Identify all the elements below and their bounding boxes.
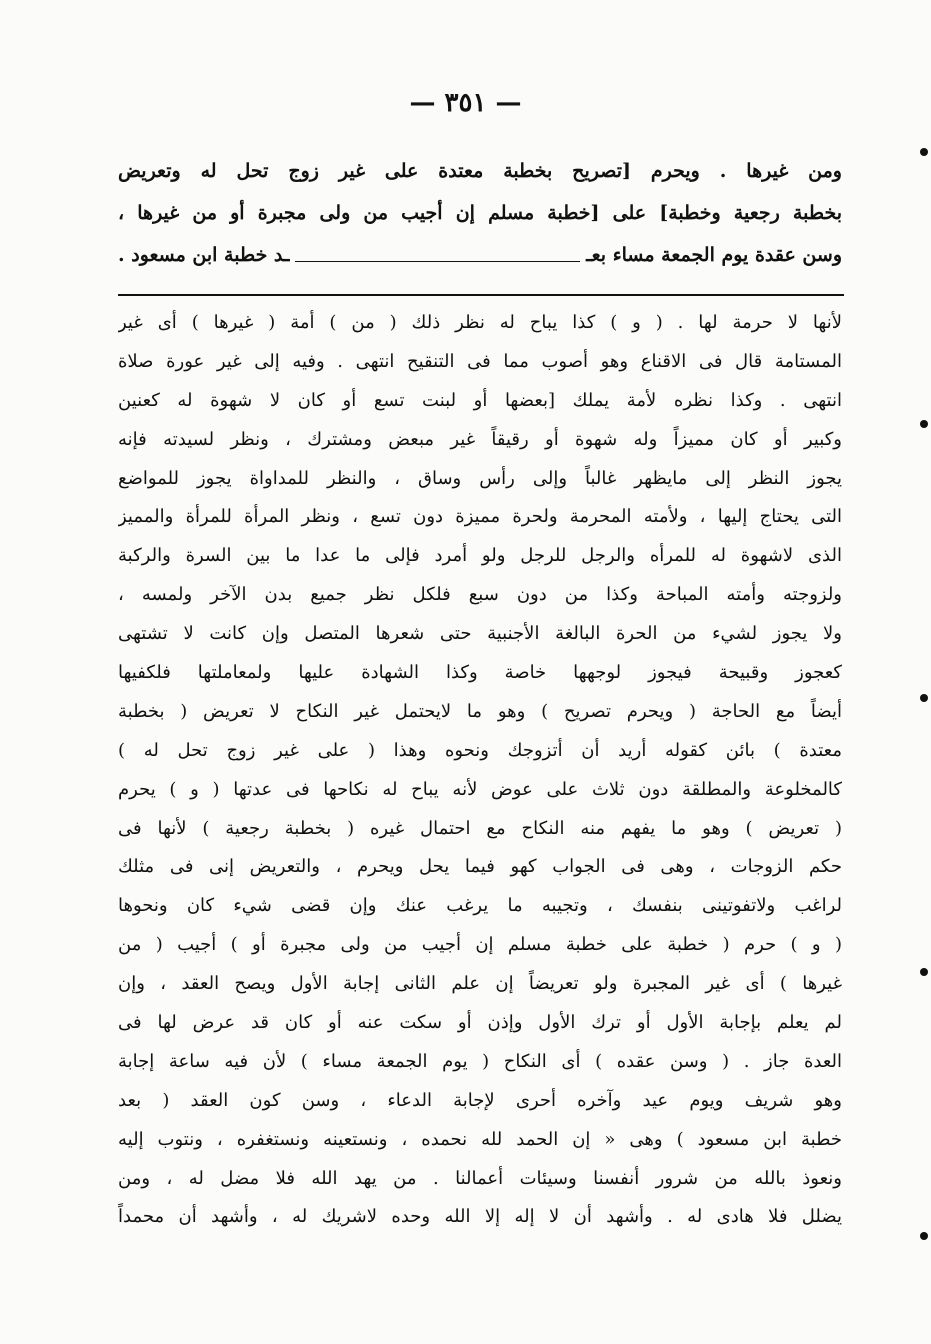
commentary-line: معتدة ) بائن كقوله أريد أن أتزوجك ونحوه وهذا ( على غير زوج تحل له ) [118,739,842,761]
matn-line-3-left: ـد خطبة ابن مسعود . [118,244,290,266]
commentary-line: حكم الزوجات ، وهى فى الجواب كهو فيما يحل ويحرم ، والتعريض إنى فى مثلك [118,856,842,878]
commentary-line: كعجوز وقبيحة فيجوز لوجهها خاصة وكذا الشهادة عليها ولمعاملتها فلكفيها [118,662,842,684]
commentary-line: يضلل فلا هادى له . وأشهد أن لا إله إلا الله وحده لاشريك له ، وأشهد أن محمداً [118,1206,842,1228]
commentary-line: ( و ) حرم ( خطبة على خطبة مسلم إن أجيب من ولى مجبرة أو ) أجيب ( من [118,934,842,956]
matn-line-3-right: وسن عقدة يوم الجمعة مساء بعـ [586,244,842,266]
matn-gap-rule [295,261,580,262]
matn-text-block [118,150,842,276]
binding-hole-mark [920,968,928,976]
commentary-line: خطبة ابن مسعود ) وهى « إن الحمد لله نحمده ، ونستعينه ونستغفره ، ونتوب إليه [118,1128,842,1150]
commentary-line: لراغب ولاتفوتينى بنفسك ، وتجيبه ما يرغب عنك وإن قضى شيء كان ونحوها [118,895,842,917]
commentary-line: ولزوجته وأمته المباحة وكذا من دون سبع فلكل نظر جميع بدن الآخر ولمسه ، [118,584,842,606]
commentary-line: وكبير أو كان مميزاً وله شهوة أو رقيقاً غير مبعض ومشترك ، ونظر لسيدته فإنه [118,428,842,450]
binding-hole-mark [920,694,928,702]
commentary-line: المستامة قال فى الاقناع وهو أصوب مما فى التنقيح انتهى . وفيه إلى غير عورة صلاة [118,350,842,372]
commentary-line: العدة جاز . ( وسن عقده ) أى النكاح ( يوم الجمعة مساء ) لأن فيه ساعة إجابة [118,1050,842,1072]
commentary-text-block [118,304,842,1237]
commentary-line: ونعوذ بالله من شرور أنفسنا وسيئات أعمالنا . من يهد الله فلا مضل له ، ومن [118,1167,842,1189]
commentary-line: غيرها ) أى غير المجبرة ولو تعريضاً إن علم الثانى إجابة الأول ويصح العقد ، وإن [118,973,842,995]
commentary-line: ولا يجوز لشيء من الحرة البالغة الأجنبية حتى شعرها المتصل وإن كانت لا تشتهى [118,623,842,645]
page-number: — ٣٥١ — [409,88,522,118]
footnote-separator [118,294,844,296]
commentary-line: أيضاً مع الحاجة ( ويحرم تصريح ) وهو ما لايحتمل غير النكاح لا تعريض ( بخطبة [118,700,842,722]
commentary-line: ( تعريض ) وهو ما يفهم منه النكاح مع احتمال غيره ( بخطبة رجعية ) لأنها فى [118,817,842,839]
binding-hole-mark [920,420,928,428]
commentary-line: يجوز النظر إلى مايظهر غالباً وإلى رأس وساق ، والنظر للمداواة يجوز للمواضع [118,467,842,489]
binding-hole-mark [920,1232,928,1240]
matn-line-2: بخطبة رجعية وخطبة] على [خطبة مسلم إن أجيب من ولى مجبرة أو من غيرها ، [118,202,842,224]
commentary-line: وهو شريف ويوم عيد وآخره أحرى لإجابة الدعاء ، وسن كون العقد ( بعد [118,1089,842,1111]
commentary-line: كالمخلوعة والمطلقة دون ثلاث على عوض لأنه يباح له نكاحها فى عدتها ( و ) يحرم [118,778,842,800]
commentary-line: الذى لاشهوة له للمرأه والرجل للرجل ولو أمرد فإلى ما عدا ما بين السرة والركبة [118,545,842,567]
commentary-line: لأنها لا حرمة لها . ( و ) كذا يباح له نظر ذلك ( من ) أمة ( غيرها ) أى غير [118,312,842,333]
commentary-line: انتهى . وكذا نظره لأمة يملك [بعضها أو لبنت تسع أو كان لا شهوة له كعنين [118,389,842,411]
commentary-line: لم يعلم بإجابة الأول أو ترك الأول وإذن أو سكت عنه أو كان قد عرض لها فى [118,1012,842,1034]
binding-hole-mark [920,148,928,156]
commentary-line: التى يحتاج إليها ، ولأمته المحرمة ولحرة مميزة دون تسع ، ونظر المرأة للمرأة والمميز [118,506,842,528]
matn-line-3 [118,234,842,276]
matn-line-1: ومن غيرها . ويحرم [تصريح بخطبة معتدة على غير زوج تحل له وتعريض [118,160,842,182]
